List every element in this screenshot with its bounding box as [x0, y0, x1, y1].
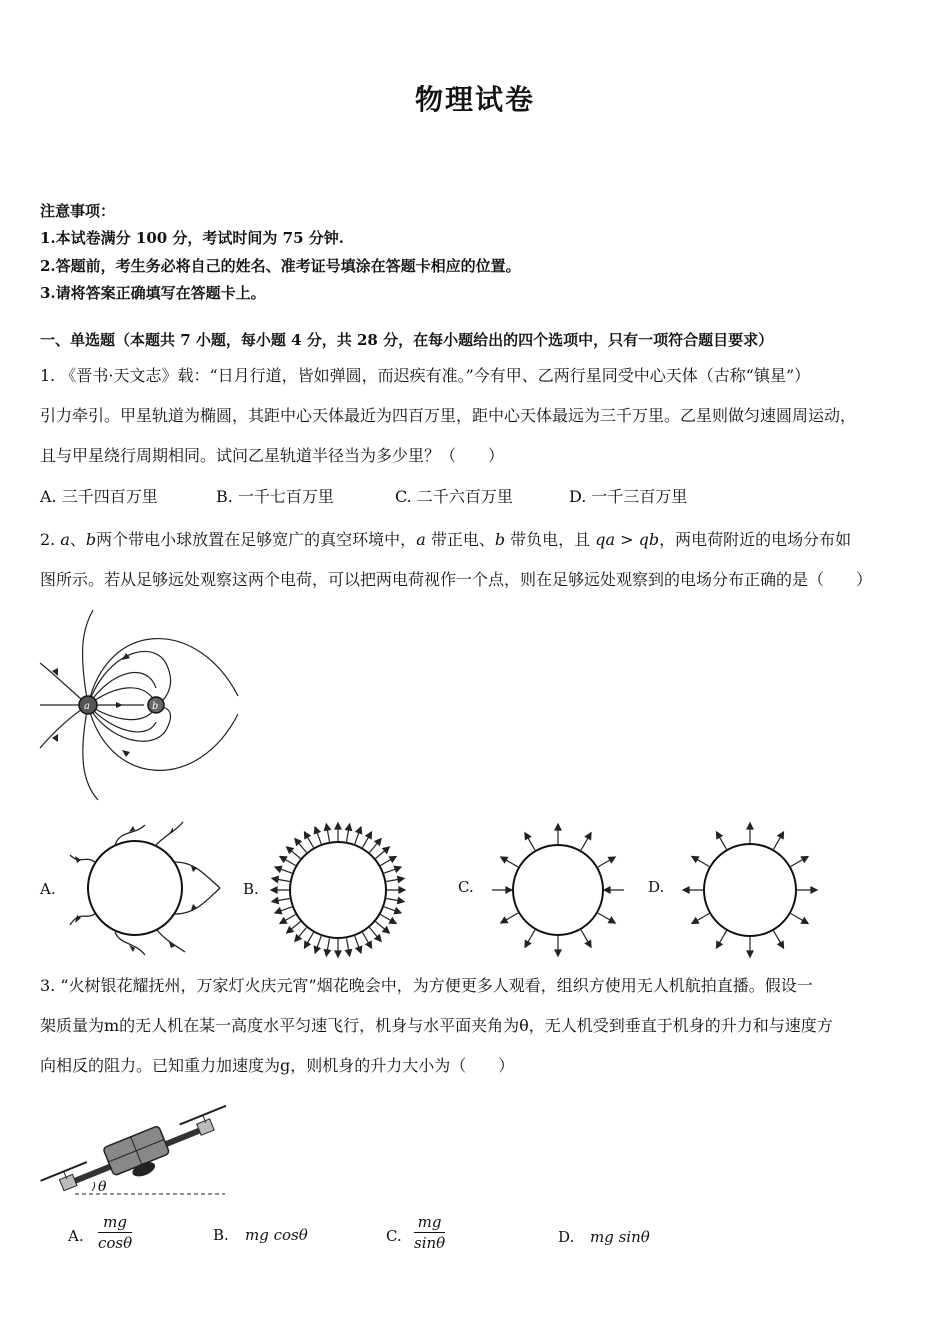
arrowhead	[335, 951, 341, 957]
q2-option-b-figure	[268, 816, 408, 966]
arrowhead	[366, 832, 372, 839]
var-b: b	[494, 530, 506, 549]
var-a: a	[416, 530, 426, 549]
arrowhead	[692, 918, 699, 924]
arrowhead	[555, 824, 561, 830]
arrowhead	[272, 898, 278, 904]
denominator: sinθ	[414, 1234, 446, 1252]
drone-figure	[40, 1090, 230, 1205]
arrowhead	[398, 898, 404, 904]
numerator: mg	[98, 1213, 132, 1233]
arrowhead	[366, 941, 372, 948]
question-3-text	[40, 966, 920, 1086]
arrowhead	[314, 827, 320, 834]
question-2-text	[40, 520, 920, 600]
angle-label: θ	[98, 1179, 107, 1195]
arrowhead	[747, 951, 753, 957]
arrowhead	[683, 887, 689, 893]
arrowhead	[346, 824, 352, 830]
arrowhead	[801, 857, 808, 863]
question-line: 架质量为m的无人机在某一高度水平匀速飞行，机身与水平面夹角为θ，无人机受到垂直于机身的升力和与速度方	[40, 1016, 833, 1035]
var-b: b	[85, 530, 97, 549]
question-line: 且与甲星绕行周期相同。试问乙星轨道半径当为多少里？（ ）	[40, 446, 505, 465]
q3-option-c-fraction[interactable]	[414, 1213, 445, 1252]
arrowhead	[394, 908, 401, 914]
arrowhead	[747, 823, 753, 829]
arrowhead	[275, 908, 282, 914]
arrowhead	[506, 887, 512, 893]
q3-option-a-label[interactable]: A.	[68, 1227, 84, 1245]
charge-b-label: b	[152, 701, 159, 712]
arrowhead	[778, 832, 784, 839]
q3-option-d-expr[interactable]: mg sinθ	[590, 1228, 650, 1246]
arrowhead	[389, 918, 396, 924]
arrowhead	[394, 866, 401, 872]
question-line: 引力牵引。甲星轨道为椭圆，其距中心天体最近为四百万里，距中心天体最远为三千万里。乙星则做匀速圆周运动，	[40, 406, 857, 425]
arrowhead	[801, 918, 808, 924]
q3-option-d-label[interactable]: D.	[558, 1228, 575, 1246]
dipole-field-figure	[38, 608, 248, 808]
question-line: 3. “火树银花耀抚州，万家灯火庆元宵”烟花晚会中，为方便更多人观看，组织方使用无人机航拍直播。假设一	[40, 976, 813, 995]
arrowhead	[305, 832, 311, 839]
q3-option-b-expr[interactable]: mg cosθ	[245, 1226, 308, 1244]
question-line: 图所示。若从足够远处观察这两个电荷，可以把两电荷视作一个点，则在足够远处观察到的电场分布正确的是（ ）	[40, 570, 873, 589]
text: 、	[69, 530, 86, 549]
arrowhead	[778, 941, 784, 948]
q2-option-d-label[interactable]: D.	[648, 878, 665, 896]
q2-option-c-figure	[488, 820, 628, 960]
arrowhead	[305, 941, 311, 948]
question-1-text	[40, 356, 920, 476]
arrowhead	[275, 866, 282, 872]
text: 带正电、	[425, 530, 495, 549]
notice-item: 3.请将答案正确填写在答题卡上。	[40, 284, 266, 302]
arrowhead	[280, 918, 287, 924]
q3-option-b-label[interactable]: B.	[213, 1226, 229, 1244]
text: ，两电荷附近的电场分布如	[659, 530, 852, 549]
question-line: 1. 《晋书·天文志》载：“日月行道，皆如弹圆，而迟疾有准。”今有甲、乙两行星同受中心天体（古称“镇星”）	[40, 366, 811, 385]
arrowhead	[389, 857, 396, 863]
arrowhead	[398, 876, 404, 882]
arrowhead	[335, 823, 341, 829]
q2-option-c-label[interactable]: C.	[458, 878, 474, 896]
arrowhead	[585, 833, 591, 840]
q2-option-b-label[interactable]: B.	[243, 880, 259, 898]
arrowhead	[525, 940, 531, 947]
q2-option-d-figure	[678, 820, 828, 960]
notice-item: 2.答题前，考生务必将自己的姓名、准考证号填涂在答题卡相应的位置。	[40, 257, 521, 275]
arrowhead	[604, 887, 610, 893]
arrowhead	[608, 857, 615, 863]
arrowhead	[314, 946, 320, 953]
arrowhead	[280, 857, 287, 863]
q3-option-c-label[interactable]: C.	[386, 1227, 402, 1245]
question-line: 向相反的阻力。已知重力加速度为g，则机身的升力大小为（ ）	[40, 1056, 515, 1075]
arrowhead	[324, 950, 330, 956]
q1-option-d[interactable]: D. 一千三百万里	[569, 487, 688, 506]
arrowhead	[501, 917, 508, 923]
arrowhead	[271, 887, 277, 893]
q-number: 2.	[40, 530, 61, 549]
arrowhead	[585, 940, 591, 947]
numerator: mg	[414, 1213, 445, 1233]
arrowhead	[608, 917, 615, 923]
q1-option-c[interactable]: C. 二千六百万里	[395, 487, 513, 506]
notice-heading: 注意事项：	[40, 202, 116, 220]
arrowhead	[501, 857, 508, 863]
arrowhead	[692, 857, 699, 863]
arrowhead	[717, 832, 723, 839]
text: 两个带电小球放置在足够宽广的真空环境中，	[96, 530, 417, 549]
q1-option-b[interactable]: B. 一千七百万里	[216, 487, 334, 506]
page-title: 物理试卷	[414, 83, 535, 116]
arrowhead	[272, 876, 278, 882]
denominator: cosθ	[98, 1234, 133, 1252]
arrowhead	[356, 827, 362, 834]
arrowhead	[324, 824, 330, 830]
charge-condition: qa > qb	[595, 530, 660, 549]
arrowhead	[555, 950, 561, 956]
notice-item: 1.本试卷满分 100 分，考试时间为 75 分钟.	[40, 229, 344, 247]
section-heading: 一、单选题（本题共 7 小题，每小题 4 分，共 28 分，在每小题给出的四个选项中，只有一项符合题目要求）	[40, 331, 774, 349]
arrowhead	[346, 950, 352, 956]
arrowhead	[717, 941, 723, 948]
q3-option-a-fraction[interactable]	[98, 1213, 132, 1252]
text: 带负电，且	[505, 530, 596, 549]
question-line	[40, 520, 920, 560]
q2-option-a-label[interactable]: A.	[40, 880, 56, 898]
var-a: a	[60, 530, 70, 549]
arrowhead	[356, 946, 362, 953]
arrowhead	[399, 887, 405, 893]
arrowhead	[811, 887, 817, 893]
charge-a-label: a	[84, 701, 90, 712]
arrowhead	[525, 833, 531, 840]
q1-option-a[interactable]: A. 三千四百万里	[40, 487, 158, 506]
q2-option-a-figure	[65, 820, 225, 960]
